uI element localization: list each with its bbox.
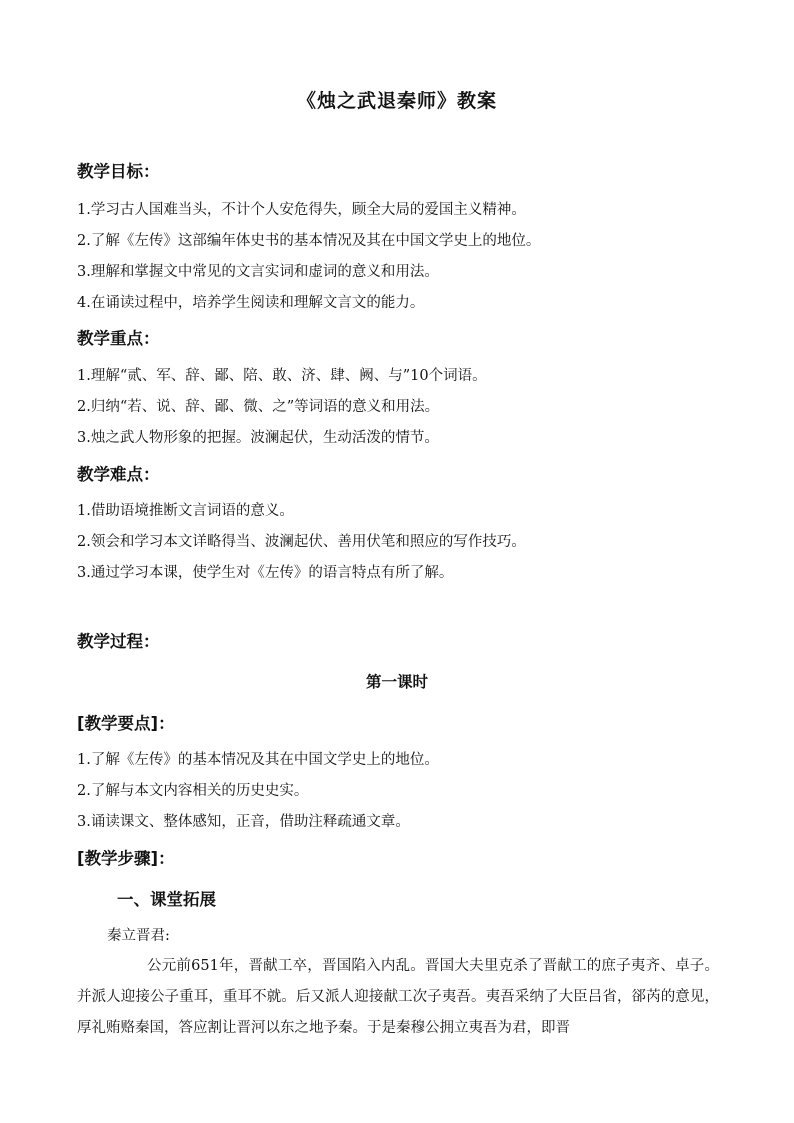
difficulty-item: 2.领会和学习本文详略得当、波澜起伏、善用伏笔和照应的写作技巧。 <box>77 534 526 550</box>
objective-item: 3.理解和掌握文中常见的文言实词和虚词的意义和用法。 <box>77 264 439 280</box>
essential-item: 2.了解与本文内容相关的历史史实。 <box>77 783 309 799</box>
steps-heading: [教学步骤]： <box>77 849 175 868</box>
objective-item: 1.学习古人国难当头，不计个人安危得失，顾全大局的爱国主义精神。 <box>77 202 526 218</box>
key-point-item: 3.烛之武人物形象的把握。波澜起伏，生动活泼的情节。 <box>77 430 439 446</box>
key-points-heading: 教学重点： <box>77 329 160 348</box>
difficulty-item: 3.通过学习本课，使学生对《左传》的语言特点有所了解。 <box>77 565 454 581</box>
objective-item: 2.了解《左传》这部编年体史书的基本情况及其在中国文学史上的地位。 <box>77 233 541 249</box>
objective-item: 4.在诵读过程中，培养学生阅读和理解文言文的能力。 <box>77 295 425 311</box>
objectives-heading: 教学目标： <box>77 162 160 181</box>
difficulty-item: 1.借助语境推断文言词语的意义。 <box>77 503 294 519</box>
step1-subtitle: 秦立晋君: <box>107 928 170 944</box>
process-heading: 教学过程： <box>77 632 160 651</box>
step1-paragraph: 公元前651年，晋献工卒，晋国陷入内乱。晋国大夫里克杀了晋献工的庶子夷齐、卓子。并派人迎接公子重耳，重耳不就。后又派人迎接献工次子夷吾。夷吾采纳了大臣吕省，郤芮的意见，厚礼贿赂秦国，答应割让晋河以东之地予秦。于是秦穆公拥立夷吾为君，即晋 <box>77 958 719 1036</box>
essential-item: 3.诵读课文、整体感知，正音，借助注释疏通文章。 <box>77 814 410 830</box>
essential-item: 1.了解《左传》的基本情况及其在中国文学史上的地位。 <box>77 752 439 768</box>
lesson-title: 第一课时 <box>365 673 428 691</box>
document-title: 《烛之武退秦师》教案 <box>296 90 497 112</box>
key-point-item: 2.归纳“若、说、辞、鄙、微、之”等词语的意义和用法。 <box>77 399 440 415</box>
essentials-heading: [教学要点]： <box>77 714 175 733</box>
key-point-item: 1.理解“贰、军、辞、鄙、陪、敢、济、肆、阙、与”10个词语。 <box>77 368 487 384</box>
step1-heading: 一、课堂拓展 <box>117 890 216 909</box>
difficulties-heading: 教学难点： <box>77 465 160 484</box>
